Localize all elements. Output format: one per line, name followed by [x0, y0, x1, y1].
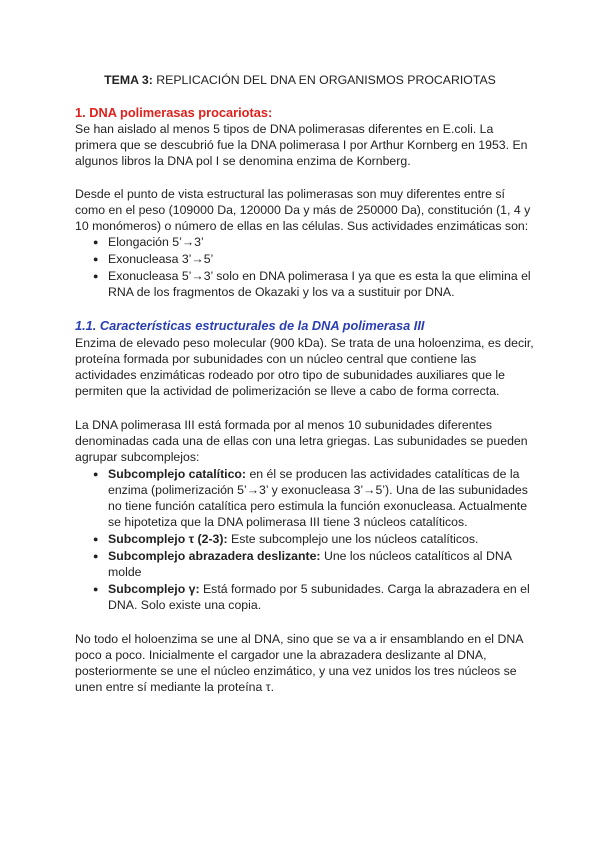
bullet-icon: ● — [93, 271, 99, 281]
paragraph-line: Enzima de elevado peso molecular (900 kDa). Se trata de una holoenzima, es decir, — [75, 336, 534, 350]
paragraph-line: unen entre sí mediante la proteína τ. — [75, 680, 275, 694]
paragraph-line: La DNA polimerasa III está formada por al menos 10 subunidades diferentes — [75, 418, 492, 432]
paragraph-line: primera que se descubrió fue la DNA polimerasa I por Arthur Kornberg en 1953. En — [75, 138, 528, 152]
paragraph-line: 10 monómeros) o número de ellas en las células. Sus actividades enzimáticas son: — [75, 219, 529, 233]
list-item-continuation: RNA de los fragmentos de Okazaki y los va a sustituir por DNA. — [108, 285, 455, 299]
bullet-icon: ● — [93, 254, 99, 264]
list-item: Exonucleasa 5’→3’ solo en DNA polimerasa I ya que es esta la que elimina el — [108, 269, 531, 283]
list-item: Exonucleasa 3’→5’ — [108, 252, 214, 266]
list-item: Subcomplejo γ: Está formado por 5 subunidades. Carga la abrazadera en el — [108, 582, 530, 596]
paragraph-line: permiten que la actividad de polimerización se lleve a cabo de forma correcta. — [75, 384, 500, 398]
list-item-continuation: no tiene función catalítica pero estimula la función exonucleasa. Actualmente — [108, 499, 528, 513]
paragraph-line: Se han aislado al menos 5 tipos de DNA polimerasas diferentes en E.coli. La — [75, 122, 494, 136]
list-item: Subcomplejo catalítico: en él se producen las actividades catalíticas de la — [108, 467, 520, 481]
paragraph-line: No todo el holoenzima se une al DNA, sino que se va a ir ensamblando en el DNA — [75, 632, 524, 646]
paragraph-line: poco a poco. Inicialmente el cargador une la abrazadera deslizante al DNA, — [75, 648, 487, 662]
paragraph-line: algunos libros la DNA pol I se denomina enzima de Kornberg. — [75, 154, 411, 168]
list-item: Subcomplejo abrazadera deslizante: Une los núcleos catalíticos al DNA — [108, 549, 512, 563]
paragraph-line: proteína formada por subunidades con un núcleo central que contiene las — [75, 352, 477, 366]
bullet-icon: ● — [93, 534, 99, 544]
bullet-icon: ● — [93, 469, 99, 479]
list-item-continuation: se hipotetiza que la DNA polimerasa III tiene 3 núcleos catalíticos. — [108, 515, 468, 529]
list-item: Subcomplejo τ (2-3): Este subcomplejo une los núcleos catalíticos. — [108, 532, 479, 546]
paragraph-line: agrupar subcomplejos: — [75, 450, 200, 464]
page-title: TEMA 3: REPLICACIÓN DEL DNA EN ORGANISMOS PROCARIOTAS — [104, 73, 496, 87]
list-item: Elongación 5’→3’ — [108, 235, 204, 249]
paragraph-line: posteriormente se une el núcleo enzimático, y una vez unidos los tres núcleos se — [75, 664, 517, 678]
subsection-heading: 1.1. Características estructurales de la DNA polimerasa III — [75, 318, 425, 333]
paragraph-line: Desde el punto de vista estructural las polimerasas son muy diferentes entre sí — [75, 187, 505, 201]
paragraph-line: como en el peso (109000 Da, 120000 Da y más de 250000 Da), constitución (1, 4 y — [75, 203, 531, 217]
list-item-continuation: DNA. Solo existe una copia. — [108, 598, 262, 612]
list-item-continuation: enzima (polimerización 5’→3’ y exonucleasa 3’→5’). Una de las subunidades — [108, 483, 528, 497]
list-item-continuation: molde — [108, 565, 142, 579]
paragraph-line: actividades enzimáticas rodeado por otro tipo de subunidades auxiliares que le — [75, 368, 505, 382]
section-heading: 1. DNA polimerasas procariotas: — [75, 105, 273, 120]
paragraph-line: denominadas cada una de ellas con una letra griegas. Las subunidades se pueden — [75, 434, 528, 448]
bullet-icon: ● — [93, 551, 99, 561]
bullet-icon: ● — [93, 584, 99, 594]
bullet-icon: ● — [93, 237, 99, 247]
